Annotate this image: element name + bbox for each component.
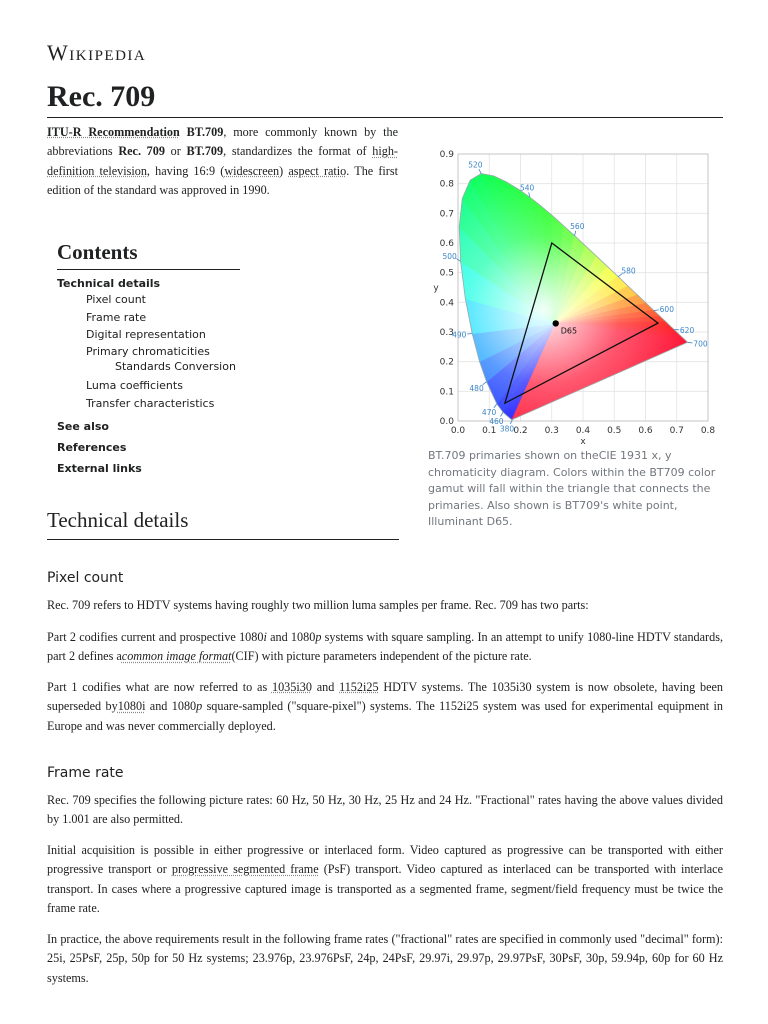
y-tick-label: 0.1 <box>439 387 454 398</box>
wavelength-tick <box>575 231 576 236</box>
wavelength-label: 560 <box>570 221 585 231</box>
section-heading-pixel-count: Pixel count <box>47 570 124 586</box>
wavelength-label: 470 <box>481 407 497 417</box>
x-tick-label: 0.2 <box>513 426 528 436</box>
cie-chromaticity-figure <box>420 145 730 445</box>
wavelength-label: 480 <box>469 384 484 394</box>
figure-caption: BT.709 primaries shown on theCIE 1931 x, y chromaticity diagram. Colors within the BT709 color gamut will fall within the triangle that connects the primaries. Also shown is BT709's white point, Illuminant D65. <box>428 449 716 529</box>
wavelength-label: 700 <box>693 339 708 349</box>
toc-item-pixel-count[interactable]: Pixel count <box>86 293 146 306</box>
pixel-count-paragraph-1: Rec. 709 refers to HDTV systems having roughly two million luma samples per frame. Rec. 709 has two parts: <box>47 598 589 612</box>
wavelength-tick <box>688 342 693 343</box>
bt709-name: BT.709 <box>186 125 224 139</box>
toc-divider <box>57 269 240 270</box>
widescreen-link[interactable]: widescreen <box>224 163 280 178</box>
1035i30-link[interactable]: 1035i30 <box>271 680 312 694</box>
wavelength-label: 490 <box>452 330 467 340</box>
common-image-format-link[interactable]: common image format <box>121 649 232 664</box>
wavelength-tick <box>467 333 472 334</box>
y-tick-label: 0.6 <box>439 239 454 249</box>
wavelength-label: 380 <box>499 424 515 434</box>
white-glow <box>420 145 730 445</box>
wavelength-label: 540 <box>519 183 535 193</box>
y-tick-label: 0.8 <box>439 179 454 190</box>
toc-item-transfer-characteristics[interactable]: Transfer characteristics <box>86 397 215 410</box>
wavelength-tick <box>510 420 512 425</box>
title-divider <box>47 117 723 118</box>
1152i25-link[interactable]: 1152i25 <box>339 680 379 694</box>
wavelength-label: 580 <box>621 266 636 276</box>
y-tick-label: 0.0 <box>439 417 454 427</box>
x-tick-label: 0.1 <box>482 426 497 436</box>
d65-white-point <box>553 320 559 326</box>
section-heading-technical-details: Technical details <box>47 508 189 532</box>
y-tick-label: 0.9 <box>439 150 454 160</box>
toc-item-technical-details[interactable]: Technical details <box>57 277 161 290</box>
x-tick-label: 0.4 <box>575 426 591 436</box>
wavelength-tick <box>456 259 460 262</box>
progressive-segmented-frame-link[interactable]: progressive segmented frame <box>171 862 319 877</box>
section-divider <box>47 539 399 540</box>
frame-rate-paragraph-3: In practice, the above requirements result in the following frame rates ("fractional" rates are specified in commonly used "decimal" form): 25i, 25PsF, 25p, 50p for 50 Hz systems; 23.976p, 23.976PsF, 24p, 24PsF, 29.97i, 29.97p, 29.97PsF, 30PsF, 30p, 59.94p, 60p for 60 Hz systems. <box>47 932 723 985</box>
wavelength-tick <box>479 169 481 173</box>
toc-item-see-also[interactable]: See also <box>57 420 109 433</box>
section-heading-frame-rate: Frame rate <box>47 765 124 781</box>
wavelength-label: 460 <box>489 416 504 426</box>
x-tick-label: 0.3 <box>544 426 559 436</box>
1080i-link[interactable]: 1080i <box>117 699 146 714</box>
page-title: Rec. 709 <box>47 80 156 113</box>
toc-item-external-links[interactable]: External links <box>57 462 142 475</box>
wavelength-label: 600 <box>659 305 674 315</box>
toc-item-luma-coefficients[interactable]: Luma coefficients <box>86 379 183 392</box>
frame-rate-paragraph-2: Initial acquisition is possible in either progressive or interlaced form. Video captured as progressive can be transported with either progressive transport or progressive segmented frame (PsF) transport. Video captured as interlaced can be transported with interlace transport. In cases where a progressive captured image is transported as a segmented frame, segment/field frequency must be twice the frame rate. <box>47 843 723 916</box>
aspect-ratio-link[interactable]: aspect ratio <box>288 163 347 178</box>
x-tick-label: 0.6 <box>638 426 653 436</box>
y-tick-label: 0.7 <box>439 209 454 220</box>
spectral-color-fill <box>420 145 730 445</box>
wavelength-label: 500 <box>442 251 457 261</box>
hdtv-link[interactable]: high-definition television <box>47 144 398 178</box>
y-tick-label: 0.5 <box>439 268 454 279</box>
intro-paragraph: ITU-R Recommendation BT.709, more commonly known by the abbreviations Rec. 709 or BT.709, standardizes the format of high-definition television, having 16:9 (widescreen) aspect ratio. The first edition of the standard was approved in 1990. <box>47 125 398 198</box>
y-tick-label: 0.4 <box>439 298 454 309</box>
frame-rate-paragraph-1: Rec. 709 specifies the following picture rates: 60 Hz, 50 Hz, 30 Hz, 25 Hz and 24 Hz. "Fractional" rates having the above values divided by 1.001 are also permitted. <box>47 793 723 827</box>
x-tick-label: 0.0 <box>450 426 466 436</box>
x-axis-label: x <box>580 437 586 445</box>
toc-item-primary-chromaticities[interactable]: Primary chromaticities <box>86 345 210 358</box>
y-tick-label: 0.3 <box>439 328 454 338</box>
x-tick-label: 0.8 <box>700 426 716 436</box>
cie-chromaticity-chart <box>420 145 730 445</box>
wavelength-label: 620 <box>679 326 695 336</box>
x-tick-label: 0.7 <box>669 426 684 436</box>
x-tick-label: 0.5 <box>607 426 622 436</box>
d65-label: D65 <box>560 326 578 336</box>
wikipedia-wordmark[interactable]: Wikipedia <box>47 40 147 65</box>
toc-item-standards-conversion[interactable]: Standards Conversion <box>115 360 236 373</box>
pixel-count-paragraph-3: Part 1 codifies what are now referred to as 1035i30 and 1152i25 HDTV systems. The 1035i30 system is now obsolete, having been superseded by1080i and 1080p square-sampled ("square-pixel") systems. The 1152i25 system was used for experimental equipment in Europe and was never commercially deployed. <box>47 680 723 733</box>
toc-heading: Contents <box>57 240 138 264</box>
toc-item-digital-representation[interactable]: Digital representation <box>86 328 206 341</box>
wavelength-tick <box>654 310 659 311</box>
y-axis-label: y <box>433 283 439 294</box>
pixel-count-paragraph-2: Part 2 codifies current and prospective 1080i and 1080p systems with square sampling. In an attempt to unify 1080-line HDTV standards, part 2 defines acommon image format(CIF) with picture parameters independent of the picture rate. <box>47 630 723 664</box>
toc-item-frame-rate[interactable]: Frame rate <box>86 311 147 324</box>
wavelength-label: 520 <box>468 160 483 170</box>
itu-r-recommendation-link[interactable]: ITU-R Recommendation <box>47 125 180 139</box>
y-tick-label: 0.2 <box>439 357 454 368</box>
toc-item-references[interactable]: References <box>57 441 127 454</box>
